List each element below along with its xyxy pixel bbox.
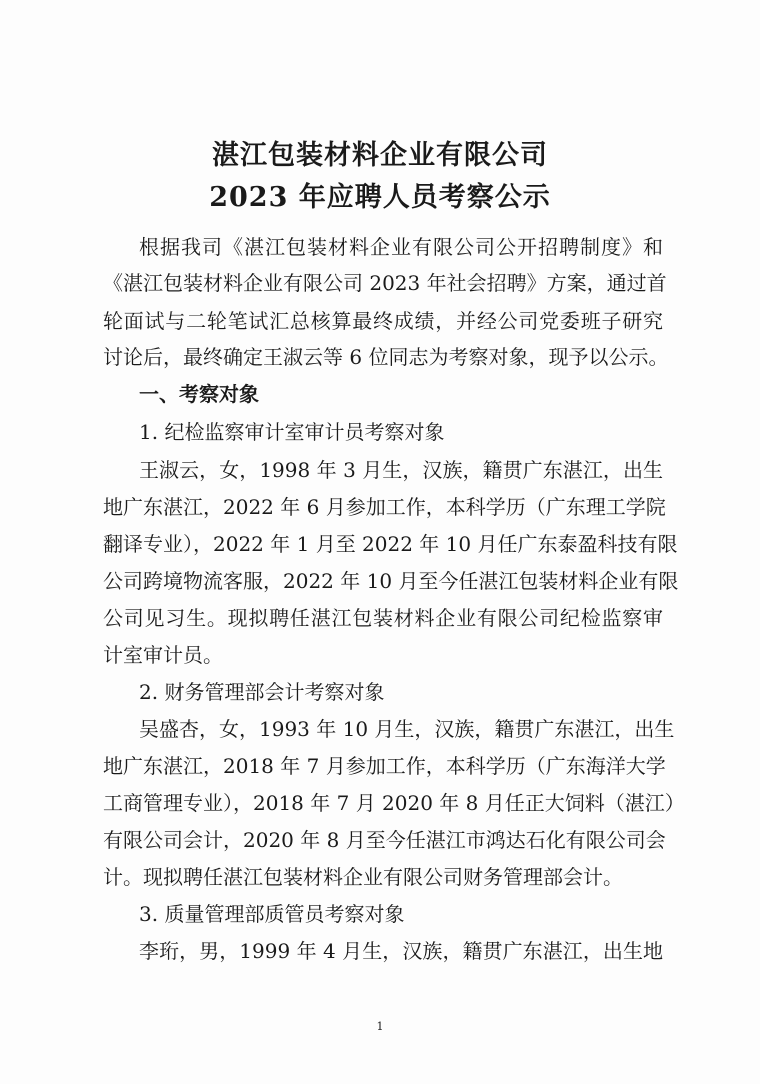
item-1-line: 翻译专业），2022 年 1 月至 2022 年 10 月任广东泰盈科技有限 — [103, 532, 678, 556]
item-2-line: 计。现拟聘任湛江包装材料企业有限公司财务管理部会计。 — [103, 865, 623, 889]
intro-line: 轮面试与二轮笔试汇总核算最终成绩，并经公司党委班子研究 — [103, 309, 663, 333]
item-1-line: 公司跨境物流客服，2022 年 10 月至今任湛江包装材料企业有限 — [103, 569, 679, 593]
item-3-line: 李珩，男，1999 年 4 月生，汉族，籍贯广东湛江，出生地 — [139, 939, 663, 963]
item-1-heading: 1. 纪检监察审计室审计员考察对象 — [139, 420, 445, 444]
intro-line: 讨论后，最终确定王淑云等 6 位同志为考察对象，现予以公示。 — [103, 345, 669, 369]
item-1-line: 王淑云，女，1998 年 3 月生，汉族，籍贯广东湛江，出生 — [139, 458, 663, 482]
item-2-line: 吴盛杏，女，1993 年 10 月生，汉族，籍贯广东湛江，出生 — [139, 717, 675, 741]
intro-line: 根据我司《湛江包装材料企业有限公司公开招聘制度》和 — [139, 235, 663, 259]
page-number: 1 — [376, 1020, 384, 1033]
item-2-line: 工商管理专业），2018 年 7 月 2020 年 8 月任正大饲料（湛江） — [103, 791, 685, 815]
item-1-line: 公司见习生。现拟聘任湛江包装材料企业有限公司纪检监察审 — [103, 606, 663, 630]
intro-line: 《湛江包装材料企业有限公司 2023 年社会招聘》方案，通过首 — [103, 271, 667, 295]
item-2-line: 有限公司会计，2020 年 8 月至今任湛江市鸿达石化有限公司会 — [103, 828, 666, 852]
item-1-line: 地广东湛江，2022 年 6 月参加工作，本科学历（广东理工学院 — [103, 495, 666, 519]
title-line-1: 湛江包装材料企业有限公司 — [212, 140, 548, 171]
section-heading: 一、考察对象 — [139, 382, 259, 406]
item-2-heading: 2. 财务管理部会计考察对象 — [139, 680, 385, 704]
item-1-line: 计室审计员。 — [103, 643, 223, 667]
item-2-line: 地广东湛江，2018 年 7 月参加工作，本科学历（广东海洋大学 — [103, 754, 666, 778]
item-3-heading: 3. 质量管理部质管员考察对象 — [139, 902, 405, 926]
title-line-2: 2023 年应聘人员考察公示 — [209, 182, 551, 213]
